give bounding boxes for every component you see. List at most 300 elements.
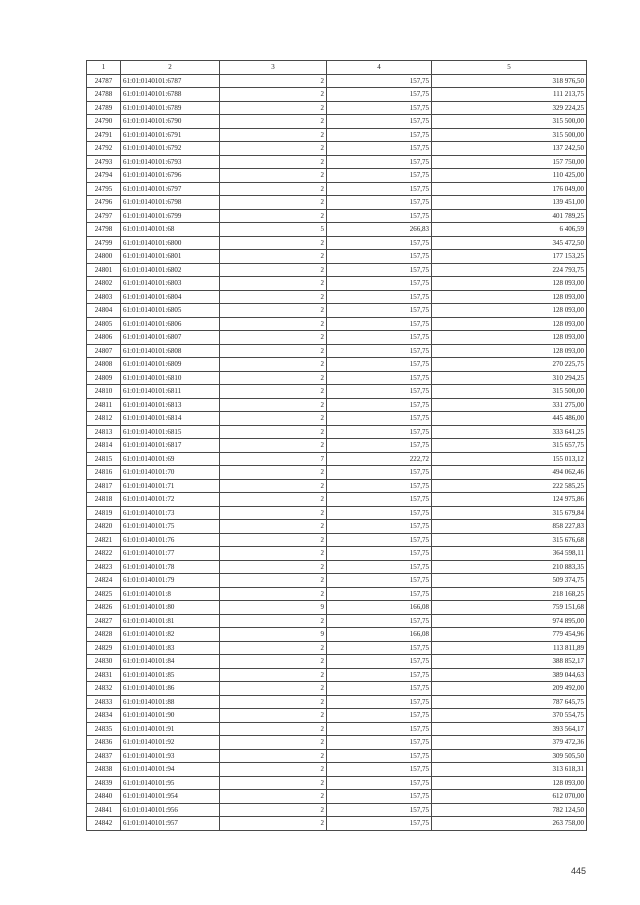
cell-number: 24830 bbox=[87, 655, 121, 669]
cell-cadastral-number: 61:01:0140101:77 bbox=[121, 547, 220, 561]
cell-col-3: 2 bbox=[220, 709, 327, 723]
cell-col-5: 210 883,35 bbox=[432, 560, 587, 574]
cell-cadastral-number: 61:01:0140101:76 bbox=[121, 533, 220, 547]
cell-col-4: 157,75 bbox=[327, 115, 432, 129]
cell-col-5: 782 124,50 bbox=[432, 803, 587, 817]
cell-number: 24837 bbox=[87, 749, 121, 763]
cell-number: 24821 bbox=[87, 533, 121, 547]
cell-number: 24835 bbox=[87, 722, 121, 736]
cell-number: 24798 bbox=[87, 223, 121, 237]
cell-number: 24797 bbox=[87, 209, 121, 223]
cell-number: 24805 bbox=[87, 317, 121, 331]
cell-col-5: 445 486,00 bbox=[432, 412, 587, 426]
cell-cadastral-number: 61:01:0140101:957 bbox=[121, 817, 220, 831]
cell-col-4: 157,75 bbox=[327, 479, 432, 493]
cell-col-3: 2 bbox=[220, 668, 327, 682]
cell-number: 24826 bbox=[87, 601, 121, 615]
cell-col-5: 329 224,25 bbox=[432, 101, 587, 115]
cell-col-5: 779 454,96 bbox=[432, 628, 587, 642]
cell-col-3: 2 bbox=[220, 790, 327, 804]
cell-number: 24804 bbox=[87, 304, 121, 318]
cell-number: 24840 bbox=[87, 790, 121, 804]
table-row bbox=[87, 547, 587, 561]
cell-col-4: 166,08 bbox=[327, 628, 432, 642]
cell-col-3: 2 bbox=[220, 115, 327, 129]
cell-number: 24823 bbox=[87, 560, 121, 574]
table-row bbox=[87, 736, 587, 750]
cell-number: 24838 bbox=[87, 763, 121, 777]
cell-cadastral-number: 61:01:0140101:78 bbox=[121, 560, 220, 574]
cell-number: 24836 bbox=[87, 736, 121, 750]
table-row bbox=[87, 587, 587, 601]
cell-col-3: 2 bbox=[220, 749, 327, 763]
cell-number: 24824 bbox=[87, 574, 121, 588]
cell-col-3: 2 bbox=[220, 277, 327, 291]
cell-cadastral-number: 61:01:0140101:6793 bbox=[121, 155, 220, 169]
cell-cadastral-number: 61:01:0140101:6800 bbox=[121, 236, 220, 250]
table-row bbox=[87, 452, 587, 466]
cell-col-5: 612 070,00 bbox=[432, 790, 587, 804]
cell-number: 24801 bbox=[87, 263, 121, 277]
cell-col-4: 157,75 bbox=[327, 385, 432, 399]
cell-col-3: 2 bbox=[220, 614, 327, 628]
cell-cadastral-number: 61:01:0140101:92 bbox=[121, 736, 220, 750]
cell-cadastral-number: 61:01:0140101:6798 bbox=[121, 196, 220, 210]
cell-col-3: 9 bbox=[220, 601, 327, 615]
table-row bbox=[87, 560, 587, 574]
cell-col-4: 157,75 bbox=[327, 236, 432, 250]
cell-col-4: 157,75 bbox=[327, 803, 432, 817]
cell-cadastral-number: 61:01:0140101:71 bbox=[121, 479, 220, 493]
cell-col-3: 2 bbox=[220, 587, 327, 601]
cell-col-5: 315 676,68 bbox=[432, 533, 587, 547]
cell-col-3: 2 bbox=[220, 547, 327, 561]
cell-number: 24815 bbox=[87, 452, 121, 466]
cell-col-5: 389 044,63 bbox=[432, 668, 587, 682]
cell-cadastral-number: 61:01:0140101:6817 bbox=[121, 439, 220, 453]
cell-col-4: 157,75 bbox=[327, 344, 432, 358]
cell-number: 24787 bbox=[87, 74, 121, 88]
cell-number: 24812 bbox=[87, 412, 121, 426]
cell-number: 24827 bbox=[87, 614, 121, 628]
cell-col-5: 137 242,50 bbox=[432, 142, 587, 156]
table-row bbox=[87, 209, 587, 223]
table-row bbox=[87, 88, 587, 102]
cell-number: 24800 bbox=[87, 250, 121, 264]
cell-col-3: 2 bbox=[220, 331, 327, 345]
table-row bbox=[87, 790, 587, 804]
cell-cadastral-number: 61:01:0140101:956 bbox=[121, 803, 220, 817]
cell-col-3: 5 bbox=[220, 223, 327, 237]
cell-col-4: 157,75 bbox=[327, 398, 432, 412]
cell-number: 24806 bbox=[87, 331, 121, 345]
cell-cadastral-number: 61:01:0140101:86 bbox=[121, 682, 220, 696]
data-table bbox=[86, 60, 587, 831]
cell-col-5: 155 013,12 bbox=[432, 452, 587, 466]
cell-col-5: 209 492,00 bbox=[432, 682, 587, 696]
cell-col-4: 157,75 bbox=[327, 587, 432, 601]
cell-col-3: 2 bbox=[220, 385, 327, 399]
table-row bbox=[87, 439, 587, 453]
cell-cadastral-number: 61:01:0140101:84 bbox=[121, 655, 220, 669]
table-row bbox=[87, 128, 587, 142]
cell-col-3: 2 bbox=[220, 439, 327, 453]
cell-cadastral-number: 61:01:0140101:94 bbox=[121, 763, 220, 777]
table-row bbox=[87, 317, 587, 331]
cell-col-4: 157,75 bbox=[327, 101, 432, 115]
cell-col-5: 177 153,25 bbox=[432, 250, 587, 264]
table-row bbox=[87, 695, 587, 709]
cell-col-5: 270 225,75 bbox=[432, 358, 587, 372]
cell-col-3: 2 bbox=[220, 196, 327, 210]
cell-cadastral-number: 61:01:0140101:6799 bbox=[121, 209, 220, 223]
cell-col-4: 157,75 bbox=[327, 466, 432, 480]
table-row bbox=[87, 236, 587, 250]
table-row bbox=[87, 425, 587, 439]
cell-col-3: 2 bbox=[220, 74, 327, 88]
table-body bbox=[87, 74, 587, 830]
cell-col-3: 2 bbox=[220, 574, 327, 588]
table-row bbox=[87, 115, 587, 129]
cell-cadastral-number: 61:01:0140101:6814 bbox=[121, 412, 220, 426]
cell-col-5: 370 554,75 bbox=[432, 709, 587, 723]
cell-cadastral-number: 61:01:0140101:6790 bbox=[121, 115, 220, 129]
cell-col-5: 113 811,89 bbox=[432, 641, 587, 655]
table-row bbox=[87, 358, 587, 372]
cell-col-5: 176 049,00 bbox=[432, 182, 587, 196]
table-row bbox=[87, 655, 587, 669]
cell-col-3: 2 bbox=[220, 479, 327, 493]
cell-col-3: 2 bbox=[220, 412, 327, 426]
cell-col-5: 313 618,31 bbox=[432, 763, 587, 777]
page-number: 445 bbox=[570, 866, 586, 876]
cell-col-4: 157,75 bbox=[327, 371, 432, 385]
table-row bbox=[87, 641, 587, 655]
table-row bbox=[87, 614, 587, 628]
cell-col-3: 2 bbox=[220, 520, 327, 534]
cell-col-3: 2 bbox=[220, 317, 327, 331]
cell-col-5: 759 151,68 bbox=[432, 601, 587, 615]
cell-cadastral-number: 61:01:0140101:75 bbox=[121, 520, 220, 534]
cell-col-4: 157,75 bbox=[327, 290, 432, 304]
cell-col-5: 333 641,25 bbox=[432, 425, 587, 439]
table-row bbox=[87, 344, 587, 358]
cell-number: 24814 bbox=[87, 439, 121, 453]
cell-col-4: 157,75 bbox=[327, 277, 432, 291]
table-row bbox=[87, 776, 587, 790]
cell-col-3: 2 bbox=[220, 695, 327, 709]
cell-cadastral-number: 61:01:0140101:85 bbox=[121, 668, 220, 682]
cell-col-4: 157,75 bbox=[327, 331, 432, 345]
cell-col-3: 2 bbox=[220, 290, 327, 304]
cell-col-5: 787 645,75 bbox=[432, 695, 587, 709]
cell-col-5: 6 406,59 bbox=[432, 223, 587, 237]
cell-cadastral-number: 61:01:0140101:83 bbox=[121, 641, 220, 655]
cell-number: 24803 bbox=[87, 290, 121, 304]
table-header bbox=[87, 61, 587, 75]
cell-number: 24834 bbox=[87, 709, 121, 723]
table-row bbox=[87, 277, 587, 291]
table-row bbox=[87, 74, 587, 88]
cell-col-5: 509 374,75 bbox=[432, 574, 587, 588]
cell-number: 24833 bbox=[87, 695, 121, 709]
cell-col-3: 7 bbox=[220, 452, 327, 466]
cell-cadastral-number: 61:01:0140101:95 bbox=[121, 776, 220, 790]
cell-col-5: 128 093,00 bbox=[432, 331, 587, 345]
cell-cadastral-number: 61:01:0140101:88 bbox=[121, 695, 220, 709]
cell-cadastral-number: 61:01:0140101:68 bbox=[121, 223, 220, 237]
cell-col-4: 157,75 bbox=[327, 196, 432, 210]
cell-cadastral-number: 61:01:0140101:6810 bbox=[121, 371, 220, 385]
table-row bbox=[87, 479, 587, 493]
cell-col-5: 111 213,75 bbox=[432, 88, 587, 102]
cell-cadastral-number: 61:01:0140101:6804 bbox=[121, 290, 220, 304]
cell-col-5: 401 789,25 bbox=[432, 209, 587, 223]
cell-col-5: 310 294,25 bbox=[432, 371, 587, 385]
table-row bbox=[87, 398, 587, 412]
cell-col-3: 2 bbox=[220, 155, 327, 169]
cell-col-3: 2 bbox=[220, 358, 327, 372]
cell-col-3: 2 bbox=[220, 466, 327, 480]
cell-col-5: 858 227,83 bbox=[432, 520, 587, 534]
cell-number: 24822 bbox=[87, 547, 121, 561]
cell-col-5: 128 093,00 bbox=[432, 317, 587, 331]
cell-cadastral-number: 61:01:0140101:6792 bbox=[121, 142, 220, 156]
cell-col-5: 494 062,46 bbox=[432, 466, 587, 480]
cell-cadastral-number: 61:01:0140101:6808 bbox=[121, 344, 220, 358]
table-row bbox=[87, 601, 587, 615]
cell-col-4: 157,75 bbox=[327, 560, 432, 574]
cell-cadastral-number: 61:01:0140101:6787 bbox=[121, 74, 220, 88]
cell-col-4: 157,75 bbox=[327, 749, 432, 763]
cell-col-4: 157,75 bbox=[327, 574, 432, 588]
cell-col-5: 315 657,75 bbox=[432, 439, 587, 453]
cell-number: 24789 bbox=[87, 101, 121, 115]
cell-col-4: 157,75 bbox=[327, 88, 432, 102]
cell-col-4: 157,75 bbox=[327, 709, 432, 723]
cell-col-3: 2 bbox=[220, 506, 327, 520]
cell-number: 24809 bbox=[87, 371, 121, 385]
cell-col-3: 2 bbox=[220, 236, 327, 250]
cell-number: 24820 bbox=[87, 520, 121, 534]
cell-col-5: 315 500,00 bbox=[432, 128, 587, 142]
cell-number: 24807 bbox=[87, 344, 121, 358]
cell-col-4: 166,08 bbox=[327, 601, 432, 615]
cell-col-5: 364 598,11 bbox=[432, 547, 587, 561]
cell-col-5: 222 585,25 bbox=[432, 479, 587, 493]
cell-number: 24842 bbox=[87, 817, 121, 831]
cell-col-4: 157,75 bbox=[327, 668, 432, 682]
cell-col-3: 2 bbox=[220, 817, 327, 831]
cell-cadastral-number: 61:01:0140101:72 bbox=[121, 493, 220, 507]
table-row bbox=[87, 668, 587, 682]
cell-col-3: 2 bbox=[220, 371, 327, 385]
cell-col-5: 128 093,00 bbox=[432, 776, 587, 790]
cell-col-4: 157,75 bbox=[327, 425, 432, 439]
cell-col-5: 263 758,00 bbox=[432, 817, 587, 831]
cell-col-3: 2 bbox=[220, 182, 327, 196]
cell-number: 24839 bbox=[87, 776, 121, 790]
cell-col-3: 2 bbox=[220, 776, 327, 790]
cell-col-5: 318 976,50 bbox=[432, 74, 587, 88]
cell-col-4: 157,75 bbox=[327, 358, 432, 372]
table-row bbox=[87, 682, 587, 696]
cell-col-5: 315 500,00 bbox=[432, 385, 587, 399]
cell-number: 24794 bbox=[87, 169, 121, 183]
cell-col-4: 157,75 bbox=[327, 655, 432, 669]
cell-col-3: 9 bbox=[220, 628, 327, 642]
table-row bbox=[87, 628, 587, 642]
cell-col-3: 2 bbox=[220, 142, 327, 156]
cell-col-5: 315 679,84 bbox=[432, 506, 587, 520]
cell-col-4: 157,75 bbox=[327, 506, 432, 520]
cell-col-5: 379 472,36 bbox=[432, 736, 587, 750]
cell-col-3: 2 bbox=[220, 304, 327, 318]
cell-col-4: 157,75 bbox=[327, 763, 432, 777]
column-header-5: 5 bbox=[432, 61, 587, 75]
cell-cadastral-number: 61:01:0140101:6811 bbox=[121, 385, 220, 399]
cell-col-5: 974 895,00 bbox=[432, 614, 587, 628]
cell-number: 24799 bbox=[87, 236, 121, 250]
cell-col-3: 2 bbox=[220, 763, 327, 777]
column-header-4: 4 bbox=[327, 61, 432, 75]
cell-col-3: 2 bbox=[220, 655, 327, 669]
cell-col-3: 2 bbox=[220, 425, 327, 439]
column-header-3: 3 bbox=[220, 61, 327, 75]
cell-cadastral-number: 61:01:0140101:6801 bbox=[121, 250, 220, 264]
cell-col-4: 157,75 bbox=[327, 169, 432, 183]
cell-col-5: 393 564,17 bbox=[432, 722, 587, 736]
cell-cadastral-number: 61:01:0140101:70 bbox=[121, 466, 220, 480]
table-row bbox=[87, 763, 587, 777]
cell-col-4: 157,75 bbox=[327, 155, 432, 169]
table-row bbox=[87, 290, 587, 304]
cell-number: 24811 bbox=[87, 398, 121, 412]
cell-number: 24816 bbox=[87, 466, 121, 480]
table-row bbox=[87, 250, 587, 264]
cell-number: 24832 bbox=[87, 682, 121, 696]
cell-col-3: 2 bbox=[220, 101, 327, 115]
cell-cadastral-number: 61:01:0140101:6805 bbox=[121, 304, 220, 318]
cell-col-5: 139 451,00 bbox=[432, 196, 587, 210]
cell-col-5: 157 750,00 bbox=[432, 155, 587, 169]
cell-col-5: 128 093,00 bbox=[432, 290, 587, 304]
cell-col-5: 331 275,00 bbox=[432, 398, 587, 412]
cell-col-3: 2 bbox=[220, 344, 327, 358]
table-row bbox=[87, 722, 587, 736]
cell-col-3: 2 bbox=[220, 169, 327, 183]
cell-col-3: 2 bbox=[220, 560, 327, 574]
cell-cadastral-number: 61:01:0140101:954 bbox=[121, 790, 220, 804]
cell-col-4: 222,72 bbox=[327, 452, 432, 466]
cell-number: 24817 bbox=[87, 479, 121, 493]
cell-col-3: 2 bbox=[220, 682, 327, 696]
cell-col-4: 157,75 bbox=[327, 641, 432, 655]
cell-col-5: 128 093,00 bbox=[432, 304, 587, 318]
cell-col-4: 157,75 bbox=[327, 182, 432, 196]
table-row bbox=[87, 506, 587, 520]
cell-number: 24808 bbox=[87, 358, 121, 372]
cell-cadastral-number: 61:01:0140101:93 bbox=[121, 749, 220, 763]
cell-number: 24793 bbox=[87, 155, 121, 169]
cell-number: 24788 bbox=[87, 88, 121, 102]
cell-col-3: 2 bbox=[220, 736, 327, 750]
cell-number: 24796 bbox=[87, 196, 121, 210]
cell-number: 24813 bbox=[87, 425, 121, 439]
cell-number: 24802 bbox=[87, 277, 121, 291]
cell-number: 24818 bbox=[87, 493, 121, 507]
cell-col-4: 157,75 bbox=[327, 128, 432, 142]
cell-cadastral-number: 61:01:0140101:6807 bbox=[121, 331, 220, 345]
cell-col-4: 157,75 bbox=[327, 439, 432, 453]
cell-cadastral-number: 61:01:0140101:6788 bbox=[121, 88, 220, 102]
cell-col-3: 2 bbox=[220, 722, 327, 736]
cell-col-3: 2 bbox=[220, 641, 327, 655]
table-row bbox=[87, 182, 587, 196]
cell-cadastral-number: 61:01:0140101:73 bbox=[121, 506, 220, 520]
table-row bbox=[87, 101, 587, 115]
cell-col-4: 157,75 bbox=[327, 722, 432, 736]
cell-number: 24819 bbox=[87, 506, 121, 520]
table-row bbox=[87, 749, 587, 763]
table-row bbox=[87, 412, 587, 426]
column-header-2: 2 bbox=[121, 61, 220, 75]
cell-col-4: 157,75 bbox=[327, 209, 432, 223]
cell-col-4: 157,75 bbox=[327, 695, 432, 709]
cell-cadastral-number: 61:01:0140101:91 bbox=[121, 722, 220, 736]
cell-col-4: 157,75 bbox=[327, 547, 432, 561]
cell-col-5: 124 975,86 bbox=[432, 493, 587, 507]
table-row bbox=[87, 304, 587, 318]
cell-cadastral-number: 61:01:0140101:90 bbox=[121, 709, 220, 723]
cell-col-4: 157,75 bbox=[327, 142, 432, 156]
cell-number: 24795 bbox=[87, 182, 121, 196]
cell-col-4: 157,75 bbox=[327, 776, 432, 790]
table-row bbox=[87, 196, 587, 210]
cell-number: 24791 bbox=[87, 128, 121, 142]
cell-cadastral-number: 61:01:0140101:69 bbox=[121, 452, 220, 466]
column-header-1: 1 bbox=[87, 61, 121, 75]
cell-cadastral-number: 61:01:0140101:6797 bbox=[121, 182, 220, 196]
cell-cadastral-number: 61:01:0140101:6791 bbox=[121, 128, 220, 142]
cell-col-4: 157,75 bbox=[327, 304, 432, 318]
table-row bbox=[87, 142, 587, 156]
table-row bbox=[87, 803, 587, 817]
cell-col-4: 157,75 bbox=[327, 412, 432, 426]
cell-col-3: 2 bbox=[220, 250, 327, 264]
cell-col-3: 2 bbox=[220, 209, 327, 223]
table-row bbox=[87, 466, 587, 480]
cell-cadastral-number: 61:01:0140101:6813 bbox=[121, 398, 220, 412]
cell-cadastral-number: 61:01:0140101:6803 bbox=[121, 277, 220, 291]
cell-number: 24841 bbox=[87, 803, 121, 817]
cell-col-3: 2 bbox=[220, 398, 327, 412]
cell-cadastral-number: 61:01:0140101:6789 bbox=[121, 101, 220, 115]
cell-col-5: 224 793,75 bbox=[432, 263, 587, 277]
cell-number: 24790 bbox=[87, 115, 121, 129]
cell-col-4: 157,75 bbox=[327, 493, 432, 507]
cell-col-4: 157,75 bbox=[327, 614, 432, 628]
cell-col-3: 2 bbox=[220, 88, 327, 102]
cell-col-5: 309 505,50 bbox=[432, 749, 587, 763]
cell-col-5: 315 500,00 bbox=[432, 115, 587, 129]
cell-col-3: 2 bbox=[220, 533, 327, 547]
cell-cadastral-number: 61:01:0140101:82 bbox=[121, 628, 220, 642]
cell-col-3: 2 bbox=[220, 263, 327, 277]
header-row bbox=[87, 61, 587, 75]
table-row bbox=[87, 385, 587, 399]
cell-col-5: 345 472,50 bbox=[432, 236, 587, 250]
